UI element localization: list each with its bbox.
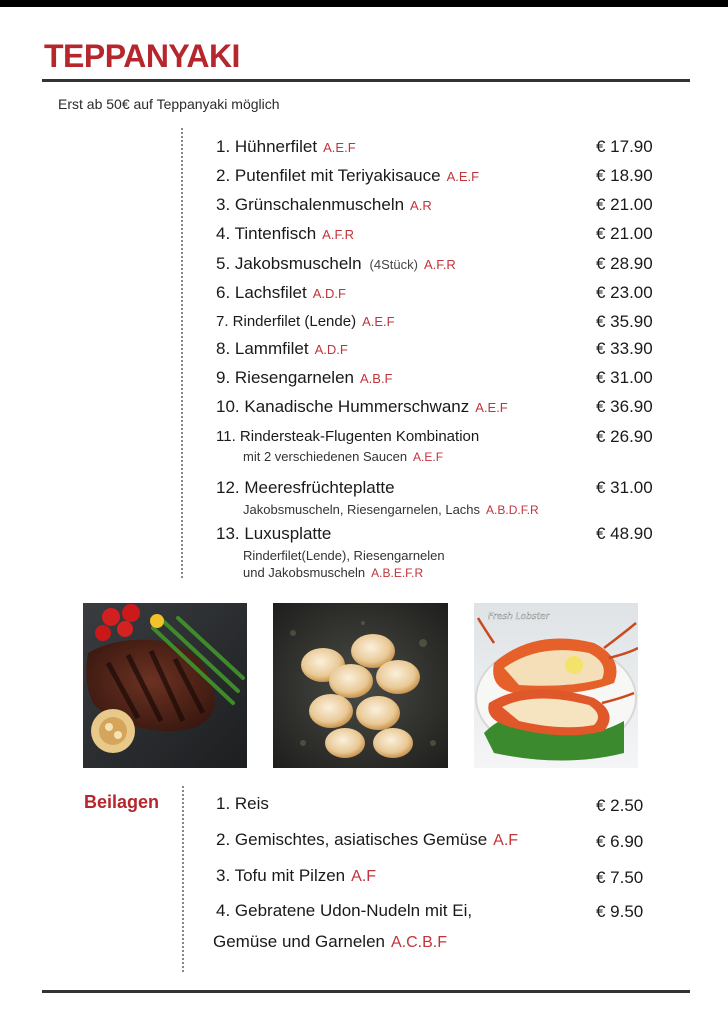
- menu-item-name: 9. Riesengarnelen: [216, 368, 354, 387]
- side-item: [216, 794, 269, 814]
- side-item-name: Gemüse und Garnelen: [213, 932, 385, 951]
- menu-item-description: [243, 547, 666, 582]
- footer-divider: [42, 990, 690, 993]
- side-item-name: 1. Reis: [216, 794, 269, 813]
- menu-item-name: 10. Kanadische Hummerschwanz: [216, 397, 470, 416]
- menu-item-name: 4. Tintenfisch: [216, 224, 317, 243]
- menu-item-name: 6. Lachsfilet: [216, 283, 307, 302]
- menu-item-price: € 21.00: [596, 224, 653, 243]
- sides-dotted-divider: [182, 786, 184, 972]
- allergen-codes: A.D.F: [314, 342, 348, 357]
- allergen-codes: A.F.R: [322, 227, 354, 242]
- allergen-codes: A.E.F: [323, 140, 356, 155]
- side-item: [216, 866, 376, 886]
- description-text: Jakobsmuscheln, Riesengarnelen, Lachs: [243, 502, 481, 517]
- allergen-codes: A.C.B.F: [391, 934, 448, 951]
- top-border: [0, 0, 728, 7]
- lobster-photo: [474, 603, 638, 768]
- menu-item-name: 8. Lammfilet: [216, 339, 309, 358]
- side-item-name: 3. Tofu mit Pilzen: [216, 866, 346, 885]
- allergen-codes: A.E.F: [446, 169, 480, 184]
- menu-item-price: € 35.90: [596, 312, 653, 331]
- menu-item-price: € 31.00: [596, 368, 653, 387]
- allergen-codes: A.D.F: [312, 286, 346, 301]
- side-item-name: 4. Gebratene Udon-Nudeln mit Ei,: [216, 901, 473, 920]
- menu-item-price: € 31.00: [596, 478, 653, 497]
- sides-title: Beilagen: [84, 792, 160, 812]
- description-text: Rinderfilet(Lende), Riesengarnelen: [243, 548, 445, 563]
- menu-item-price: € 48.90: [596, 524, 653, 543]
- menu-item-name: 5. Jakobsmuscheln: [216, 254, 362, 273]
- menu-item-price: € 23.00: [596, 283, 653, 302]
- side-item-continuation: [213, 932, 447, 952]
- menu-item-price: € 26.90: [596, 427, 653, 446]
- menu-item-name: 13. Luxusplatte: [216, 524, 332, 543]
- page-title: TEPPANYAKI: [44, 38, 240, 74]
- side-item: [216, 830, 518, 850]
- side-item-price: € 2.50: [596, 796, 644, 815]
- menu-item-name: 7. Rinderfilet (Lende): [216, 313, 357, 330]
- scallops-photo: [273, 603, 448, 768]
- menu-item-description: [243, 448, 666, 466]
- allergen-codes: A.F.R: [423, 257, 456, 272]
- side-item-name: 2. Gemischtes, asiatisches Gemüse: [216, 830, 488, 849]
- allergen-codes: A.E.F: [475, 400, 508, 415]
- description-text: und Jakobsmuscheln: [243, 565, 366, 580]
- menu-item-description: [243, 501, 666, 519]
- piece-count: (4Stück): [369, 257, 418, 272]
- menu-item-name: 11. Rindersteak-Flugenten Kombination: [216, 428, 480, 445]
- allergen-codes: A.E.F: [362, 314, 395, 329]
- minimum-order-note: Erst ab 50€ auf Teppanyaki möglich: [58, 96, 280, 112]
- lobster-caption: Fresh Lobster: [488, 612, 550, 622]
- menu-item-price: € 36.90: [596, 397, 653, 416]
- menu-item-price: € 17.90: [596, 137, 653, 156]
- side-item: [216, 901, 472, 921]
- title-divider: [42, 79, 690, 82]
- menu-item-name: 12. Meeresfrüchteplatte: [216, 478, 395, 497]
- menu-item-price: € 18.90: [596, 166, 653, 185]
- allergen-codes: A.R: [410, 198, 432, 213]
- side-item-price: € 7.50: [596, 868, 644, 887]
- description-text: mit 2 verschiedenen Saucen: [243, 449, 408, 464]
- allergen-codes: A.B.D.F.R: [486, 503, 539, 517]
- allergen-codes: A.B.E.F.R: [371, 566, 424, 580]
- menu-item-name: 2. Putenfilet mit Teriyakisauce: [216, 166, 441, 185]
- steak-photo: [83, 603, 247, 768]
- side-item-price: € 9.50: [596, 902, 644, 921]
- menu-item-name: 1. Hühnerfilet: [216, 137, 318, 156]
- menu-dotted-divider: [181, 128, 183, 578]
- allergen-codes: A.F: [493, 832, 519, 849]
- menu-item-name: 3. Grünschalenmuscheln: [216, 195, 405, 214]
- menu-item-price: € 33.90: [596, 339, 653, 358]
- allergen-codes: A.B.F: [359, 371, 393, 386]
- menu-item-price: € 28.90: [596, 254, 653, 273]
- menu-item-price: € 21.00: [596, 195, 653, 214]
- allergen-codes: A.F: [351, 868, 377, 885]
- side-item-price: € 6.90: [596, 832, 644, 851]
- allergen-codes: A.E.F: [413, 450, 444, 464]
